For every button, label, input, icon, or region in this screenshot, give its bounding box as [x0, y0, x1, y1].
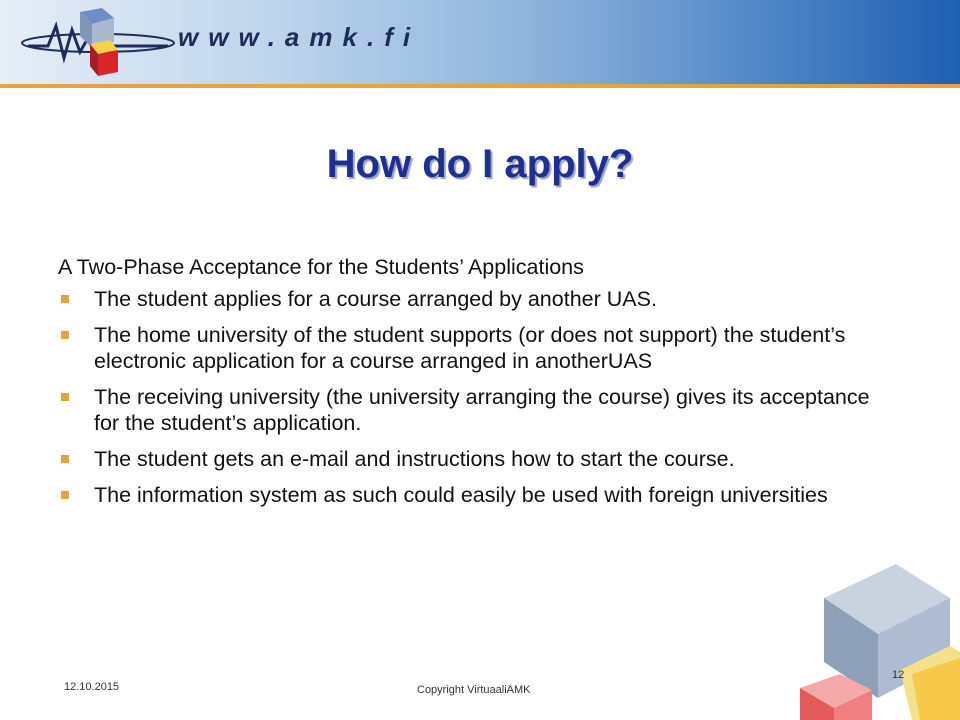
square-bullet-icon	[61, 295, 69, 303]
bullet-item	[58, 446, 898, 472]
bullet-text: The student gets an e-mail and instructions how to start the course.	[94, 447, 735, 471]
slide-title: How do I apply?	[326, 142, 634, 186]
square-bullet-icon	[61, 455, 69, 463]
bullet-item	[58, 286, 898, 312]
footer-copyright: Copyright VirtuaaliAMK	[417, 684, 531, 696]
site-url: www.amk.fi	[178, 22, 421, 52]
slide-body	[58, 254, 898, 518]
bullet-item	[58, 384, 898, 436]
bullet-text: The receiving university (the university arranging the course) gives its acceptance for the student’s application.	[94, 385, 870, 435]
bullet-text: The home university of the student supports (or does not support) the student’s electronic application for a course arranged in anotherUAS	[94, 323, 846, 373]
square-bullet-icon	[61, 331, 69, 339]
square-bullet-icon	[61, 393, 69, 401]
bullet-item	[58, 482, 898, 508]
header-divider	[0, 84, 960, 88]
footer-date: 12.10.2015	[64, 681, 120, 693]
bullet-list	[58, 286, 898, 508]
decorative-cubes-icon	[800, 548, 960, 720]
bullet-item	[58, 322, 898, 374]
amk-logo-icon	[18, 8, 178, 78]
bullet-text: The student applies for a course arranged by another UAS.	[94, 287, 657, 311]
square-bullet-icon	[61, 491, 69, 499]
bullet-text: The information system as such could easily be used with foreign universities	[94, 483, 828, 507]
slide-subtitle: A Two-Phase Acceptance for the Students’ Applications	[58, 255, 584, 279]
header-banner	[0, 0, 960, 84]
page-number: 12	[892, 669, 905, 681]
